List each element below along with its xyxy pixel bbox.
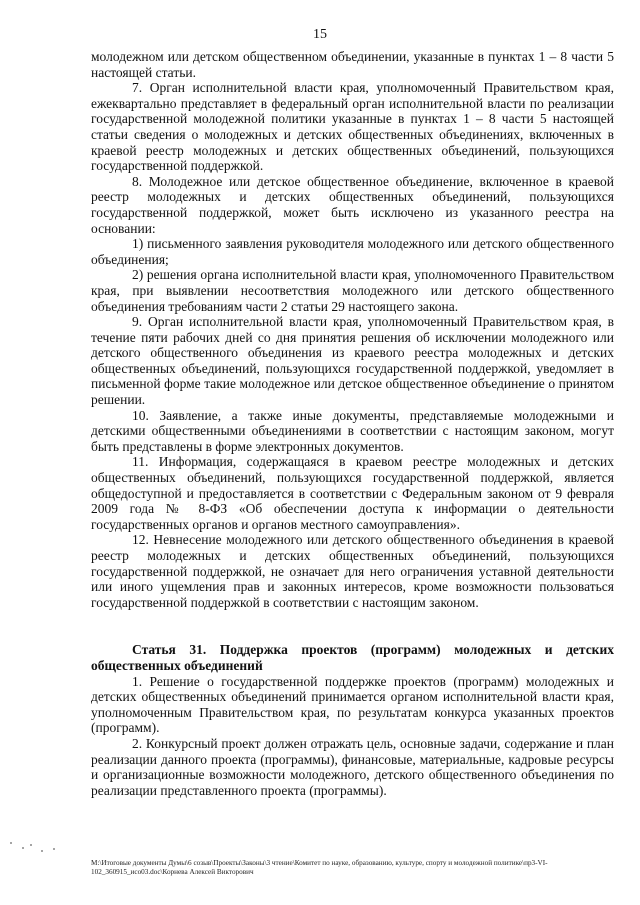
paragraph-9: 9. Орган исполнительной власти края, уполномоченный Правительством края, в течение пяти рабочих дней со дня принятия решения об исключении молодежного или детского общественного объединения из краевого реестра молодежных и детских общественных объединений, пользующихся государственной поддержкой, уведомляет в письменной форме такие молодежное или детское общественное объединение о принятом решении. [91,314,614,408]
document-footer-path: М:\Итоговые документы Думы\6 созыв\Проекты\Законы\3 чтение\Комитет по науке, образованию, культуре, спорту и молодежной политике\пр3-VI-102_360915_исо03.doc\Корнева Алексей Викторович [91,859,548,876]
paragraph-11: 11. Информация, содержащаяся в краевом реестре молодежных и детских общественных объединений, пользующихся государственной поддержкой, является общедоступной и предоставляется в соответствии с Федеральным законом от 9 февраля 2009 года № 8-ФЗ «Об обеспечении доступа к информации о деятельности государственных органов и органов местного самоуправления». [91,454,614,532]
document-body [91,49,614,798]
article-paragraph-2: 2. Конкурсный проект должен отражать цель, основные задачи, содержание и план реализации данного проекта (программы), финансовые, материальные, кадровые ресурсы и организационные возможности молодежного, детского общественного объединения по реализации представленного проекта (программы). [91,735,614,798]
paragraph-7: 7. Орган исполнительной власти края, уполномоченный Правительством края, ежеквартально представляет в федеральный орган исполнительной власти по реализации государственной молодежной политики указанные в пунктах 1 – 8 части 5 настоящей статьи сведения о молодежных и детских общественных объединениях, включенных в краевой реестр молодежных и детских общественных объединений, пользующихся государственной поддержкой. [91,80,614,174]
paragraph-12: 12. Невнесение молодежного или детского общественного объединения в краевой реестр молодежных и детских общественных объединений, пользующихся государственной поддержкой, не означает для него ограничения уставной деятельности или иного ущемления прав и законных интересов, кроме возможности пользоваться государственной поддержкой в соответствии с настоящим законом. [91,532,614,610]
paragraph-8-item-2: 2) решения органа исполнительной власти края, уполномоченного Правительством края, при выявлении несоответствия молодежного или детского общественного объединения требованиям части 2 статьи 29 настоящего закона. [91,267,614,314]
paragraph-8-item-1: 1) письменного заявления руководителя молодежного или детского общественного объединения; [91,236,614,267]
page-number: 15 [313,27,327,42]
paragraph-8: 8. Молодежное или детское общественное объединение, включенное в краевой реестр молодежных и детских общественных объединений, пользующихся государственной поддержкой, может быть исключено из указанного реестра на основании: [91,173,614,236]
article-paragraph-1: 1. Решение о государственной поддержке проектов (программ) молодежных и детских общественных объединений принимается органом исполнительной власти края, уполномоченным Правительством края, по результатам конкурса указанных проектов (программ). [91,673,614,736]
scan-edge-marks [8,838,63,858]
paragraph-continuation: молодежном или детском общественном объединении, указанные в пунктах 1 – 8 части 5 настоящей статьи. [91,49,614,80]
article-title: Статья 31. Поддержка проектов (программ) молодежных и детских общественных объединений [91,642,614,673]
paragraph-10: 10. Заявление, а также иные документы, представляемые молодежными и детскими общественными объединениями в соответствии с настоящим законом, могут быть представлены в форме электронных документов. [91,407,614,454]
